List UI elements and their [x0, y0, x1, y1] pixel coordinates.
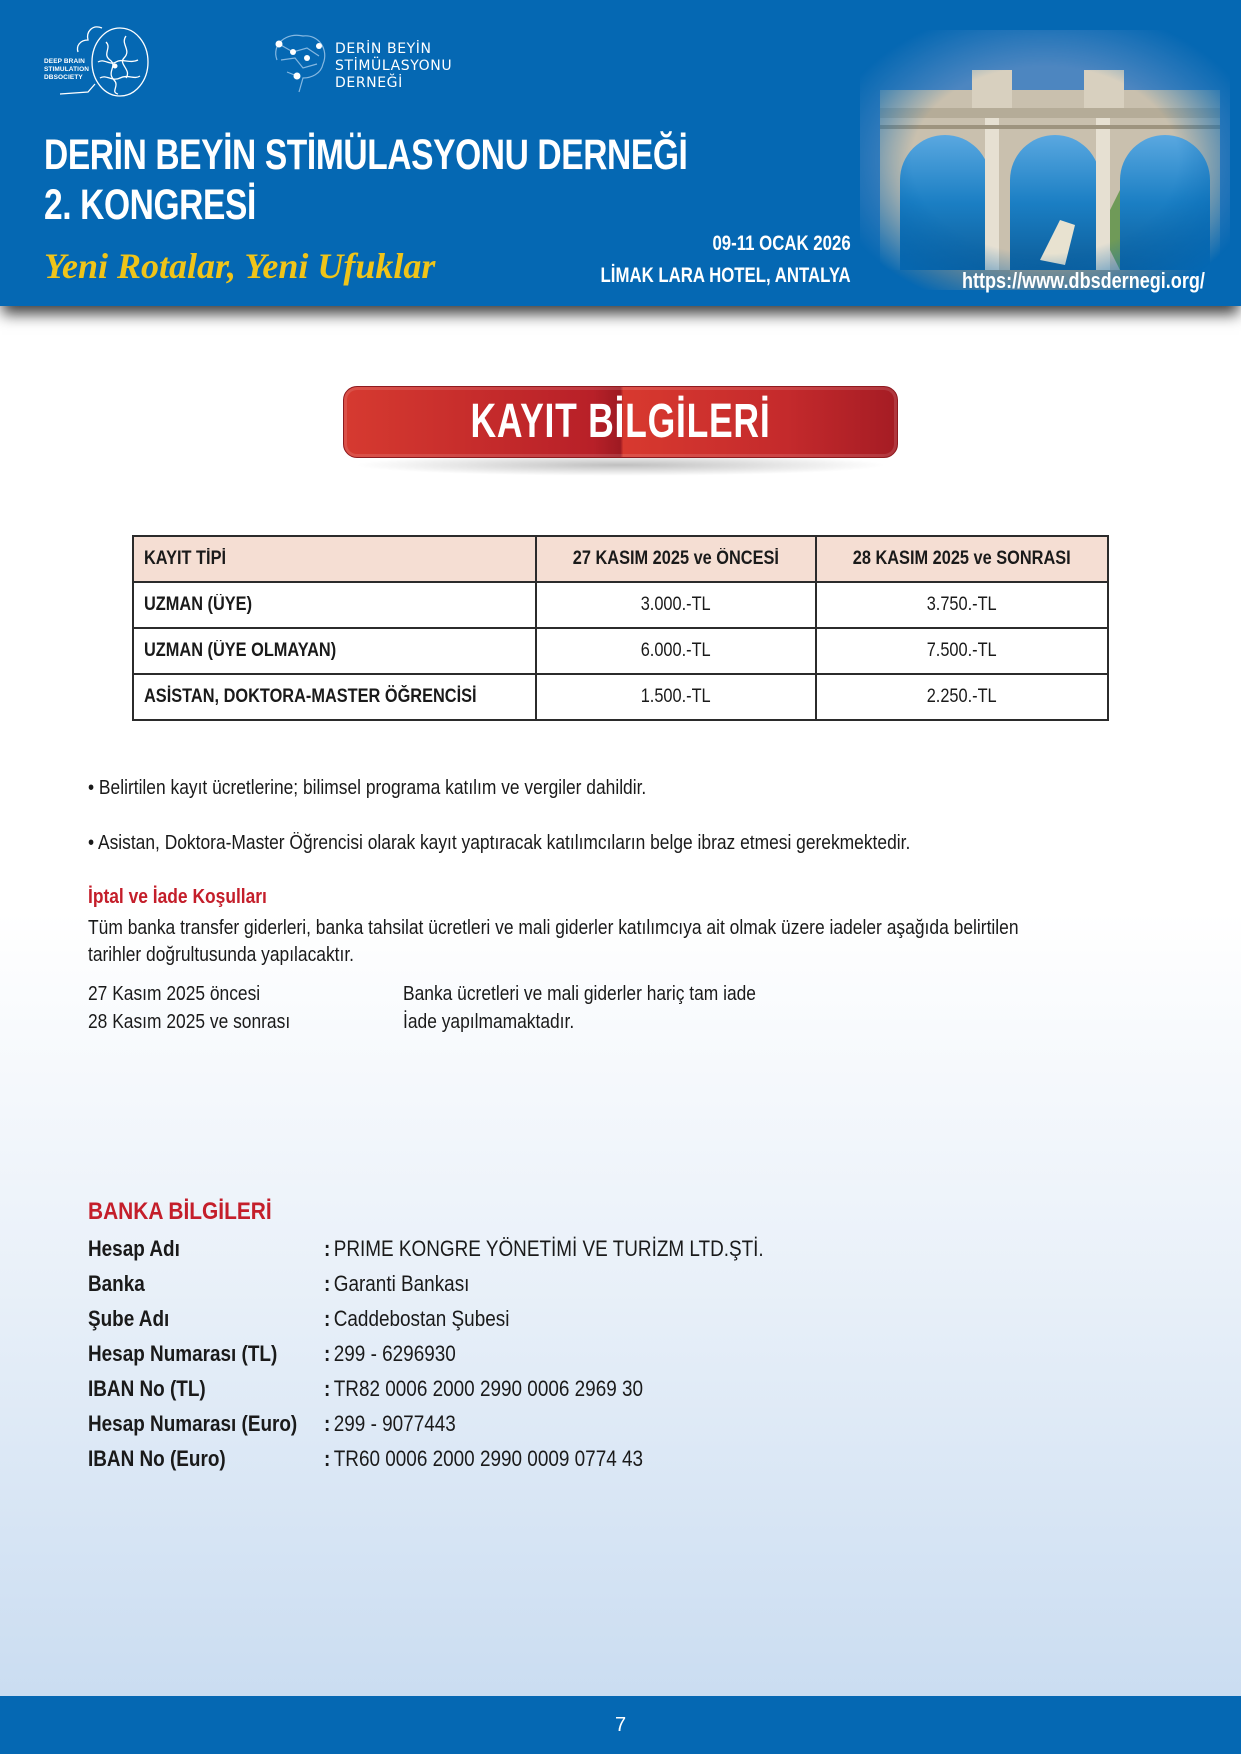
page-footer	[0, 1696, 1241, 1754]
bank-value: : Garanti Bankası	[324, 1271, 470, 1296]
circuit-brain-icon	[267, 30, 331, 96]
bank-info-title: BANKA BİLGİLERİ	[88, 1198, 272, 1225]
dbs-society-logo	[40, 22, 155, 102]
cancellation-text-line2: tarihler doğrultusunda yapılacaktır.	[88, 944, 354, 966]
congress-title-line1: DERİN BEYİN STİMÜLASYONU DERNEĞİ	[44, 131, 688, 179]
header-banner	[0, 0, 1241, 306]
bank-value: : 299 - 6296930	[324, 1341, 456, 1366]
congress-slogan: Yeni Rotalar, Yeni Ufuklar	[44, 246, 436, 286]
bank-value: : PRIME KONGRE YÖNETİMİ VE TURİZM LTD.ŞTİ.	[324, 1236, 764, 1261]
refund-date: 27 Kasım 2025 öncesi	[88, 983, 261, 1005]
header-cell-type: KAYIT TİPİ	[133, 536, 536, 582]
logo-right-line2: STİMÜLASYONU	[335, 58, 453, 74]
table-row	[133, 674, 1108, 720]
congress-title	[44, 130, 687, 230]
cell-early-fee: 3.000.-TL	[536, 582, 816, 628]
logo-right-line3: DERNEĞİ	[335, 75, 403, 91]
bank-label: IBAN No (Euro)	[88, 1446, 226, 1471]
cancellation-title: İptal ve İade Koşulları	[88, 886, 267, 908]
bank-label: Hesap Adı	[88, 1236, 180, 1261]
cell-late-fee: 7.500.-TL	[816, 628, 1108, 674]
section-title: KAYIT BİLGİLERİ	[470, 395, 771, 448]
congress-title-line2: 2. KONGRESİ	[44, 181, 256, 229]
bank-label: Hesap Numarası (TL)	[88, 1341, 278, 1366]
event-date-venue	[601, 228, 851, 292]
bank-value: : TR60 0006 2000 2990 0009 0774 43	[324, 1446, 644, 1471]
logo-left-line2: STIMULATION	[44, 66, 90, 73]
website-link[interactable]: https://www.dbsdernegi.org/	[962, 268, 1205, 293]
table-row	[133, 582, 1108, 628]
event-date: 09-11 OCAK 2026	[712, 232, 851, 255]
note-student-document: • Asistan, Doktora-Master Öğrencisi olarak kayıt yaptıracak katılımcıların belge ibraz etmesi gerekmektedir.	[88, 832, 911, 854]
refund-date: 28 Kasım 2025 ve sonrası	[88, 1011, 291, 1033]
bank-label: Şube Adı	[88, 1306, 170, 1331]
bank-value: : 299 - 9077443	[324, 1411, 456, 1436]
cancellation-text	[88, 915, 1145, 969]
bank-label: IBAN No (TL)	[88, 1376, 206, 1401]
table-row	[133, 628, 1108, 674]
cell-registration-type: UZMAN (ÜYE)	[133, 582, 536, 628]
refund-terms: İade yapılmamaktadır.	[403, 1011, 575, 1033]
table-header-row	[133, 536, 1108, 582]
page-number: 7	[614, 1714, 627, 1736]
cell-registration-type: ASİSTAN, DOKTORA-MASTER ÖĞRENCİSİ	[133, 674, 536, 720]
event-venue: LİMAK LARA HOTEL, ANTALYA	[600, 264, 851, 287]
cell-early-fee: 1.500.-TL	[536, 674, 816, 720]
refund-terms: Banka ücretleri ve mali giderler hariç tam iade	[403, 983, 756, 1005]
cell-late-fee: 3.750.-TL	[816, 582, 1108, 628]
dbs-dernegi-logo	[267, 30, 477, 100]
registration-fees-table	[132, 535, 1109, 721]
bank-label: Banka	[88, 1271, 145, 1296]
cell-early-fee: 6.000.-TL	[536, 628, 816, 674]
bank-value: : Caddebostan Şubesi	[324, 1306, 510, 1331]
section-title-ribbon	[343, 386, 898, 478]
hadrians-gate-image	[860, 30, 1230, 290]
cell-late-fee: 2.250.-TL	[816, 674, 1108, 720]
cancellation-text-line1: Tüm banka transfer giderleri, banka tahsilat ücretleri ve mali giderler katılımcıya ait olmak üzere iadeler aşağıda belirtilen	[88, 917, 1019, 939]
header-cell-late: 28 KASIM 2025 ve SONRASI	[816, 536, 1108, 582]
bank-value: : TR82 0006 2000 2990 0006 2969 30	[324, 1376, 644, 1401]
header-cell-early: 27 KASIM 2025 ve ÖNCESİ	[536, 536, 816, 582]
logo-left-line1: DEEP BRAIN	[44, 58, 85, 65]
bank-label: Hesap Numarası (Euro)	[88, 1411, 298, 1436]
logo-right-line1: DERİN BEYİN	[335, 41, 432, 57]
note-fees-included: • Belirtilen kayıt ücretlerine; bilimsel programa katılım ve vergiler dahildir.	[88, 777, 647, 799]
cell-registration-type: UZMAN (ÜYE OLMAYAN)	[133, 628, 536, 674]
logo-left-line3: DBSOCIETY	[44, 74, 83, 81]
